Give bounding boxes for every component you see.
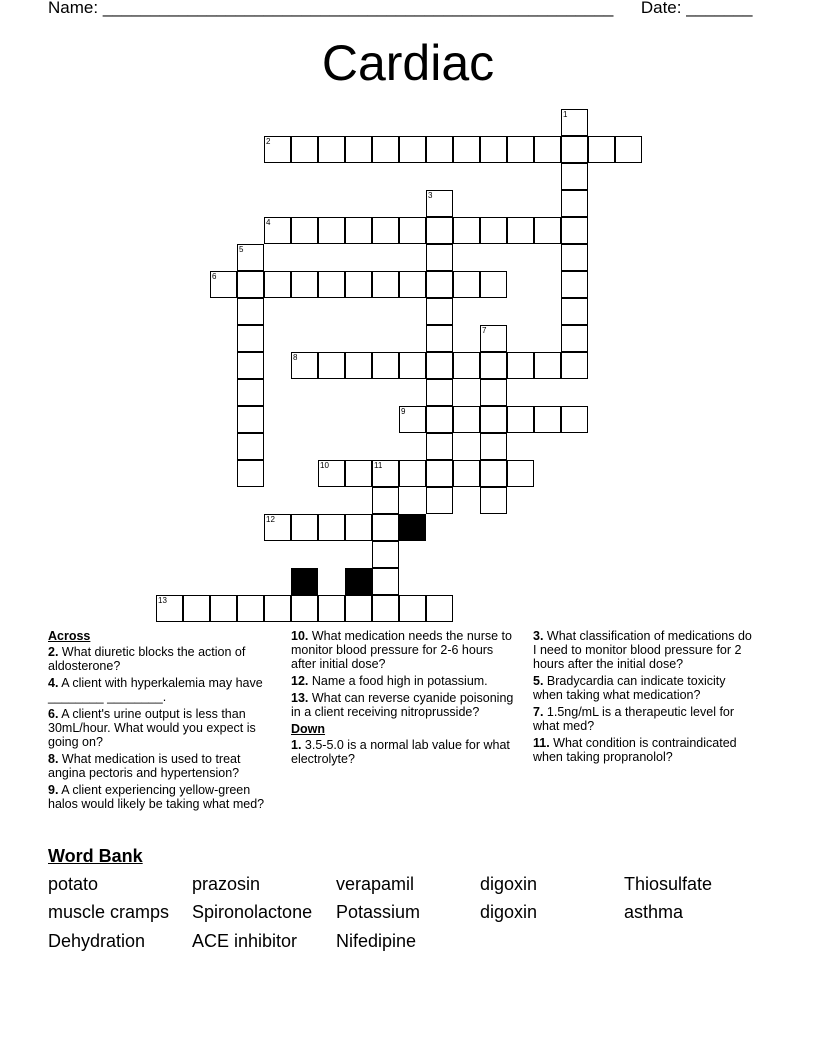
grid-cell[interactable]	[426, 271, 453, 298]
grid-cell[interactable]	[237, 379, 264, 406]
grid-cell[interactable]	[588, 136, 615, 163]
grid-cell[interactable]	[237, 406, 264, 433]
grid-cell[interactable]	[561, 136, 588, 163]
grid-cell[interactable]	[561, 271, 588, 298]
word-bank-item: Potassium	[336, 902, 421, 922]
clue-across-10: 10. What medication needs the nurse to monitor blood pressure for 2-6 hours after initial dose?	[291, 629, 512, 671]
grid-cell[interactable]	[399, 136, 426, 163]
grid-cell[interactable]	[561, 244, 588, 271]
word-bank-item: Thiosulfate	[624, 874, 713, 894]
grid-cell[interactable]	[318, 595, 345, 622]
grid-cell[interactable]	[345, 217, 372, 244]
grid-cell[interactable]	[399, 217, 426, 244]
clue-number-label: 2	[266, 137, 271, 146]
grid-cell[interactable]	[345, 514, 372, 541]
word-bank-heading: Word Bank	[48, 846, 143, 866]
grid-cell[interactable]	[561, 217, 588, 244]
across-heading: Across	[48, 629, 91, 643]
grid-cell[interactable]	[399, 271, 426, 298]
grid-cell[interactable]	[372, 514, 399, 541]
puzzle-title: Cardiac	[321, 35, 495, 91]
grid-cell[interactable]	[453, 352, 480, 379]
grid-cell[interactable]	[237, 325, 264, 352]
grid-cell[interactable]	[480, 217, 507, 244]
grid-cell[interactable]	[237, 460, 264, 487]
grid-cell[interactable]	[534, 217, 561, 244]
grid-cell[interactable]	[480, 136, 507, 163]
grid-block	[291, 568, 318, 595]
grid-cell[interactable]	[507, 460, 534, 487]
grid-cell[interactable]	[426, 487, 453, 514]
clue-number-label: 12	[266, 515, 275, 524]
grid-cell[interactable]	[426, 460, 453, 487]
clue-number-label: 6	[212, 272, 217, 281]
grid-cell[interactable]	[372, 217, 399, 244]
grid-cell[interactable]	[345, 136, 372, 163]
clue-down-5: 5. Bradycardia can indicate toxicity when taking what medication?	[533, 674, 726, 702]
clue-across-2: 2. What diuretic blocks the action of aldosterone?	[48, 645, 246, 673]
clue-number-label: 13	[158, 596, 167, 605]
clue-number-label: 7	[482, 326, 487, 335]
grid-cell[interactable]	[426, 325, 453, 352]
grid-cell[interactable]	[291, 217, 318, 244]
clue-across-12: 12. Name a food high in potassium.	[291, 674, 488, 688]
grid-cell[interactable]	[318, 514, 345, 541]
clue-down-3: 3. What classification of medications do I need to monitor blood pressure for 2 hours after the initial dose?	[533, 629, 752, 671]
grid-cell[interactable]	[318, 271, 345, 298]
clue-down-1: 1. 3.5-5.0 is a normal lab value for what electrolyte?	[291, 738, 510, 766]
clue-across-13: 13. What can reverse cyanide poisoning in a client receiving nitroprusside?	[291, 691, 514, 719]
clue-column-2	[291, 629, 516, 769]
grid-cell[interactable]	[345, 271, 372, 298]
grid-cell[interactable]	[345, 460, 372, 487]
grid-block	[399, 514, 426, 541]
grid-cell[interactable]	[264, 271, 291, 298]
word-bank-item: muscle cramps	[48, 902, 170, 922]
grid-cell[interactable]	[264, 595, 291, 622]
word-bank-item: Nifedipine	[336, 931, 417, 951]
grid-cell[interactable]	[480, 487, 507, 514]
grid-cell[interactable]	[291, 514, 318, 541]
grid-cell[interactable]	[399, 595, 426, 622]
grid-cell[interactable]	[561, 352, 588, 379]
grid-cell[interactable]	[372, 568, 399, 595]
clue-across-8: 8. What medication is used to treat angina pectoris and hypertension?	[48, 752, 241, 780]
grid-cell[interactable]	[534, 352, 561, 379]
grid-cell[interactable]	[426, 352, 453, 379]
grid-cell[interactable]	[507, 217, 534, 244]
down-heading: Down	[291, 722, 326, 736]
grid-cell[interactable]	[534, 136, 561, 163]
grid-cell[interactable]	[345, 352, 372, 379]
grid-cell[interactable]	[345, 595, 372, 622]
grid-cell[interactable]	[507, 136, 534, 163]
grid-cell[interactable]	[372, 136, 399, 163]
grid-cell[interactable]	[291, 271, 318, 298]
clue-column-1	[48, 629, 268, 814]
name-blank: ______________________________________________________	[102, 0, 614, 17]
clue-number-label: 5	[239, 245, 244, 254]
grid-cell[interactable]	[480, 352, 507, 379]
clue-number-label: 9	[401, 407, 406, 416]
grid-cell[interactable]	[318, 136, 345, 163]
word-bank-item: digoxin	[480, 902, 538, 922]
grid-cell[interactable]	[561, 298, 588, 325]
grid-cell[interactable]	[237, 352, 264, 379]
grid-cell[interactable]	[318, 352, 345, 379]
grid-cell[interactable]	[372, 271, 399, 298]
word-bank-item: prazosin	[192, 874, 261, 894]
grid-cell[interactable]	[480, 406, 507, 433]
grid-cell[interactable]	[426, 298, 453, 325]
grid-cell[interactable]	[372, 487, 399, 514]
grid-cell[interactable]	[372, 541, 399, 568]
grid-cell[interactable]	[372, 352, 399, 379]
grid-cell[interactable]	[426, 136, 453, 163]
grid-cell[interactable]	[183, 595, 210, 622]
grid-cell[interactable]	[480, 379, 507, 406]
grid-cell[interactable]	[237, 595, 264, 622]
grid-cell[interactable]	[426, 379, 453, 406]
grid-cell[interactable]	[507, 352, 534, 379]
grid-cell[interactable]	[561, 325, 588, 352]
grid-cell[interactable]	[453, 271, 480, 298]
grid-cell[interactable]	[480, 433, 507, 460]
grid-cell[interactable]	[534, 406, 561, 433]
date-label: Date:	[640, 0, 682, 17]
grid-cell[interactable]	[453, 217, 480, 244]
grid-cell[interactable]	[480, 460, 507, 487]
grid-cell[interactable]	[291, 136, 318, 163]
grid-cell[interactable]	[426, 244, 453, 271]
grid-cell[interactable]	[318, 217, 345, 244]
grid-cell[interactable]	[291, 595, 318, 622]
clue-across-4: 4. A client with hyperkalemia may have ________ ________.	[48, 676, 263, 704]
grid-cell[interactable]	[426, 217, 453, 244]
word-bank-item: Spironolactone	[192, 902, 313, 922]
grid-cell[interactable]	[426, 406, 453, 433]
grid-cell[interactable]	[237, 298, 264, 325]
word-bank-item: verapamil	[336, 874, 415, 894]
grid-cell[interactable]	[507, 406, 534, 433]
clue-number-label: 4	[266, 218, 271, 227]
clue-down-7: 7. 1.5ng/mL is a therapeutic level for what med?	[533, 705, 735, 733]
clue-number-label: 1	[563, 110, 568, 119]
word-bank-item: ACE inhibitor	[192, 931, 298, 951]
grid-cell[interactable]	[453, 406, 480, 433]
date-blank: _______	[686, 0, 753, 17]
word-bank-item: digoxin	[480, 874, 538, 894]
word-bank-item: Dehydration	[48, 931, 146, 951]
grid-cell[interactable]	[210, 595, 237, 622]
grid-cell[interactable]	[453, 136, 480, 163]
clue-column-3	[533, 629, 758, 767]
grid-cell[interactable]	[561, 163, 588, 190]
grid-cell[interactable]	[561, 190, 588, 217]
word-bank-item: asthma	[624, 902, 684, 922]
grid-cell[interactable]	[453, 460, 480, 487]
grid-cell[interactable]	[237, 271, 264, 298]
clue-down-11: 11. What condition is contraindicated when taking propranolol?	[533, 736, 737, 764]
clue-number-label: 11	[374, 461, 383, 470]
grid-cell[interactable]	[561, 406, 588, 433]
grid-cell[interactable]	[372, 595, 399, 622]
name-label: Name:	[48, 0, 99, 17]
clue-across-9: 9. A client experiencing yellow-green halos would likely be taking what med?	[48, 783, 265, 811]
grid-cell[interactable]	[426, 595, 453, 622]
clue-number-label: 8	[293, 353, 298, 362]
grid-cell[interactable]	[480, 271, 507, 298]
grid-cell[interactable]	[615, 136, 642, 163]
word-bank-item: potato	[48, 874, 99, 894]
grid-cell[interactable]	[237, 433, 264, 460]
grid-block	[345, 568, 372, 595]
grid-cell[interactable]	[399, 352, 426, 379]
clue-across-6: 6. A client's urine output is less than 30mL/hour. What would you expect is going on?	[48, 707, 256, 749]
grid-cell[interactable]	[399, 460, 426, 487]
clue-number-label: 10	[320, 461, 329, 470]
clue-number-label: 3	[428, 191, 433, 200]
grid-cell[interactable]	[426, 433, 453, 460]
